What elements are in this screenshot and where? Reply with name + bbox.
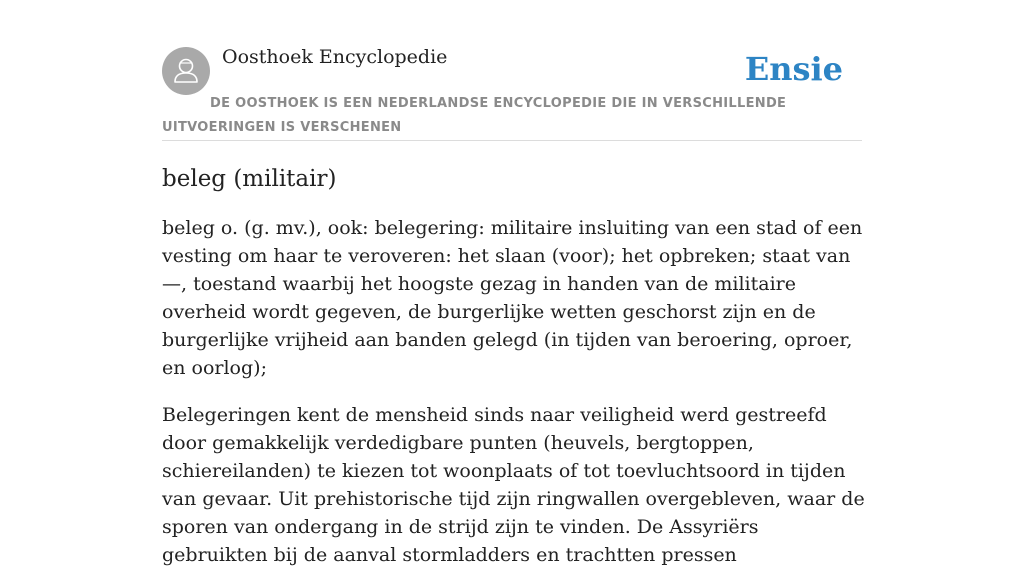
source-header bbox=[162, 0, 862, 141]
brand-logo[interactable]: Ensie bbox=[744, 50, 843, 88]
page bbox=[162, 0, 865, 569]
entry-title: beleg (militair) bbox=[162, 166, 337, 192]
source-tagline: DE OOSTHOEK IS EEN NEDERLANDSE ENCYCLOPEDIE DIE IN VERSCHILLENDE UITVOERINGEN IS VERSCHENEN bbox=[162, 96, 787, 135]
entry-paragraph-1: beleg o. (g. mv.), ook: belegering: militaire insluiting van een stad of een vesting om haar te veroveren: het slaan (voor); het opbreken; staat van —, toestand waarbij het hoogste gezag in handen van de militaire overheid wordt gegeven, de burgerlijke wetten geschorst zijn en de burgerlijke vrijheid aan banden gelegd (in tijden van beroering, oproer, en oorlog); bbox=[162, 217, 863, 379]
source-title[interactable]: Oosthoek Encyclopedie bbox=[222, 46, 448, 68]
user-avatar-icon[interactable] bbox=[162, 47, 210, 95]
entry-paragraph-2: Belegeringen kent de mensheid sinds naar veiligheid werd gestreefd door gemakkelijk verdedigbare punten (heuvels, bergtoppen, schiereilanden) te kiezen tot woonplaats of tot toevluchtsoord in tijden van gevaar. Uit prehistorische tijd zijn ringwallen overgebleven, waar de sporen van ondergang in de strijd zijn te vinden. De Assyriërs gebruikten bij de aanval stormladders en trachtten pressen bbox=[162, 404, 865, 566]
